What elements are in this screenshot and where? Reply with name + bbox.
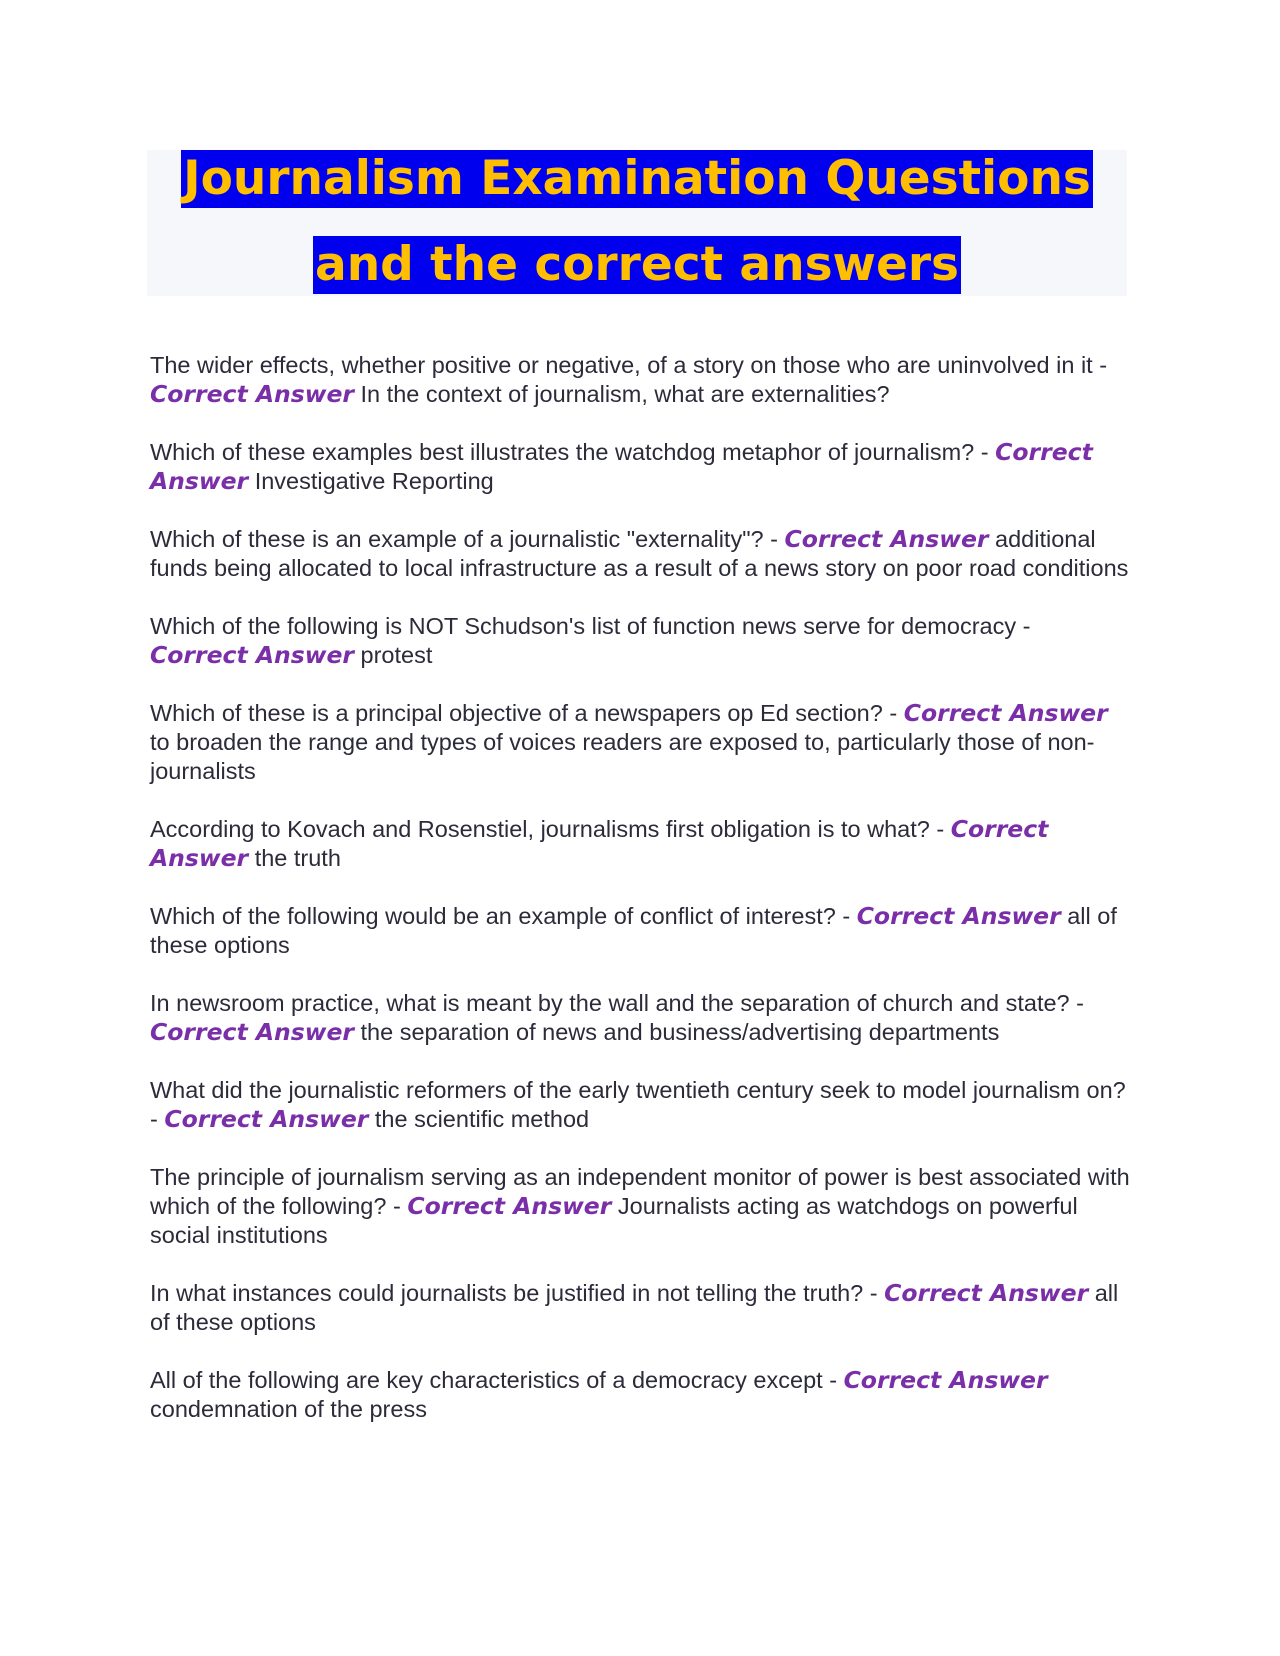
correct-answer-label: Correct Answer bbox=[903, 699, 1108, 727]
question-text: In newsroom practice, what is meant by the wall and the separation of church and state? bbox=[150, 990, 1070, 1016]
correct-answer-label: Correct Answer bbox=[784, 525, 989, 553]
qa-item bbox=[150, 1279, 1130, 1337]
correct-answer-label: Correct Answer bbox=[150, 815, 1049, 872]
answer-text: additional funds being allocated to local infrastructure as a result of a news story on poor road conditions bbox=[150, 526, 1129, 581]
separator: - bbox=[1069, 990, 1084, 1016]
separator: - bbox=[763, 526, 785, 552]
answer-text: Investigative Reporting bbox=[254, 468, 494, 494]
correct-answer-label: Correct Answer bbox=[150, 1018, 354, 1046]
answer-text: protest bbox=[360, 642, 433, 668]
answer-text: all of these options bbox=[150, 903, 1117, 958]
qa-item bbox=[150, 902, 1130, 960]
question-text: What did the journalistic reformers of the early twentieth century seek to model journalism on? bbox=[150, 1077, 1126, 1103]
correct-answer-label: Correct Answer bbox=[884, 1279, 1089, 1307]
separator: - bbox=[929, 816, 951, 842]
separator: - bbox=[835, 903, 857, 929]
qa-item bbox=[150, 1163, 1130, 1250]
correct-answer-label: Correct Answer bbox=[856, 902, 1061, 930]
question-text: Which of these examples best illustrates the watchdog metaphor of journalism? bbox=[150, 439, 975, 465]
answer-text: Journalists acting as watchdogs on powerful social institutions bbox=[150, 1193, 1078, 1248]
separator: - bbox=[863, 1280, 885, 1306]
separator: - bbox=[882, 700, 904, 726]
question-text: The wider effects, whether positive or negative, of a story on those who are uninvolved in it bbox=[150, 352, 1093, 378]
question-text: Which of these is an example of a journalistic "externality"? bbox=[150, 526, 764, 552]
title-block bbox=[147, 150, 1127, 296]
separator: - bbox=[974, 439, 996, 465]
separator: - bbox=[150, 1106, 165, 1132]
document-title-line-1: Journalism Examination Questions bbox=[183, 151, 1091, 206]
separator: - bbox=[386, 1193, 408, 1219]
correct-answer-label: Correct Answer bbox=[843, 1366, 1048, 1394]
separator: - bbox=[1016, 613, 1031, 639]
question-text: Which of the following would be an example of conflict of interest? bbox=[150, 903, 836, 929]
correct-answer-label: Correct Answer bbox=[164, 1105, 369, 1133]
qa-list bbox=[150, 351, 1130, 1424]
qa-item bbox=[150, 699, 1130, 786]
question-text: In what instances could journalists be justified in not telling the truth? bbox=[150, 1280, 864, 1306]
question-text: All of the following are key characteristics of a democracy except bbox=[150, 1367, 823, 1393]
document-page bbox=[150, 150, 1130, 1453]
qa-item bbox=[150, 525, 1130, 583]
answer-text: In the context of journalism, what are externalities? bbox=[360, 381, 890, 407]
qa-item bbox=[150, 1366, 1130, 1424]
qa-item bbox=[150, 351, 1130, 409]
answer-text: condemnation of the press bbox=[150, 1396, 427, 1422]
separator: - bbox=[822, 1367, 844, 1393]
question-text: According to Kovach and Rosenstiel, journalisms first obligation is to what? bbox=[150, 816, 930, 842]
answer-text: to broaden the range and types of voices readers are exposed to, particularly those of non-journalists bbox=[150, 729, 1095, 784]
question-text: Which of these is a principal objective of a newspapers op Ed section? bbox=[150, 700, 883, 726]
correct-answer-label: Correct Answer bbox=[150, 641, 354, 669]
correct-answer-label: Correct Answer bbox=[407, 1192, 612, 1220]
answer-text: the scientific method bbox=[374, 1106, 590, 1132]
answer-text: the separation of news and business/advertising departments bbox=[360, 1019, 1000, 1045]
correct-answer-label: Correct Answer bbox=[150, 380, 354, 408]
correct-answer-label: Correct Answer bbox=[150, 438, 1093, 495]
separator: - bbox=[1092, 352, 1108, 378]
question-text: Which of the following is NOT Schudson's list of function news serve for democracy bbox=[150, 613, 1017, 639]
qa-item bbox=[150, 1076, 1130, 1134]
qa-item bbox=[150, 989, 1130, 1047]
qa-item bbox=[150, 612, 1130, 670]
answer-text: the truth bbox=[254, 845, 341, 871]
answer-text: all of these options bbox=[150, 1280, 1119, 1335]
qa-item bbox=[150, 815, 1130, 873]
qa-item bbox=[150, 438, 1130, 496]
document-title-line-2: and the correct answers bbox=[314, 237, 960, 292]
question-text: The principle of journalism serving as an independent monitor of power is best associated with which of the following? bbox=[150, 1164, 1130, 1219]
